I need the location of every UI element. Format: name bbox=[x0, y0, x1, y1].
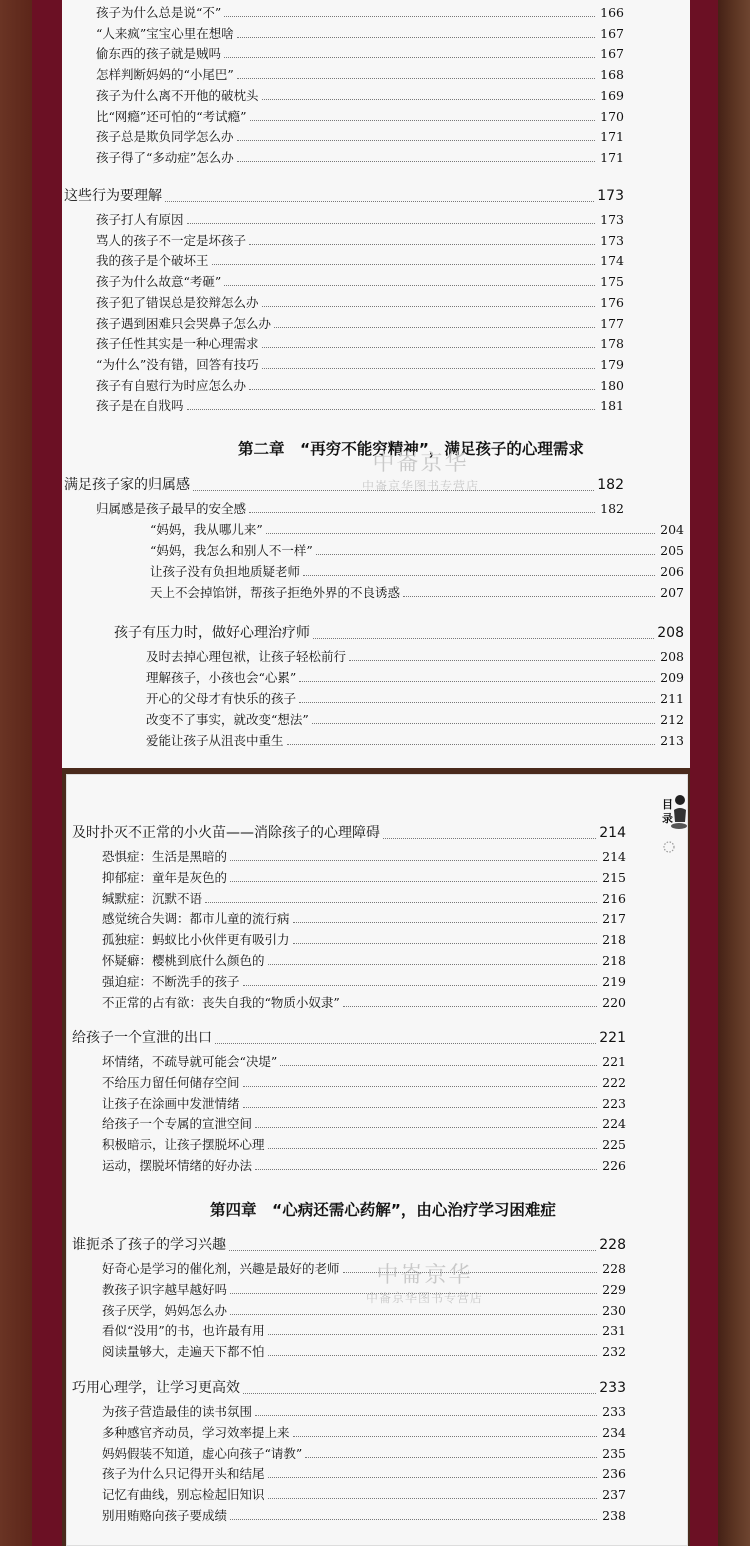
toc-entry bbox=[102, 848, 626, 866]
leader-dots bbox=[249, 244, 595, 245]
leader-dots bbox=[262, 99, 595, 100]
leader-dots bbox=[193, 490, 594, 491]
entry-title: 孩子打人有原因 bbox=[96, 212, 184, 227]
entry-title: 坏情绪，不疏导就可能会“决堤” bbox=[102, 1054, 278, 1069]
entry-page-number: 181 bbox=[600, 398, 624, 413]
leader-dots bbox=[268, 964, 597, 965]
entry-title: 缄默症：沉默不语 bbox=[102, 891, 203, 906]
toc-section-heading bbox=[64, 474, 624, 496]
entry-page-number: 177 bbox=[600, 316, 624, 331]
entry-page-number: 166 bbox=[600, 5, 624, 20]
entry-page-number: 221 bbox=[602, 1054, 626, 1069]
entry-page-number: 179 bbox=[600, 357, 624, 372]
toc-section-heading bbox=[114, 622, 684, 644]
toc-entry bbox=[102, 931, 626, 949]
entry-page-number: 238 bbox=[602, 1508, 626, 1523]
leader-dots bbox=[243, 1107, 597, 1108]
chapter-4-heading: 第四章 “心病还需心药解”，由心治疗学习困难症 bbox=[210, 1201, 556, 1219]
entry-page-number: 168 bbox=[600, 67, 624, 82]
leader-dots bbox=[293, 943, 597, 944]
toc-entry bbox=[102, 1302, 626, 1320]
entry-title: 及时去掉心理包袱，让孩子轻松前行 bbox=[146, 649, 347, 664]
toc-section-heading bbox=[72, 822, 626, 844]
toc-entry bbox=[96, 315, 624, 333]
entry-page-number: 233 bbox=[602, 1404, 626, 1419]
entry-page-number: 221 bbox=[599, 1030, 626, 1046]
toc-entry bbox=[150, 521, 684, 539]
entry-title: 孩子厌学，妈妈怎么办 bbox=[102, 1303, 228, 1318]
leader-dots bbox=[187, 409, 595, 410]
toc-entry bbox=[96, 232, 624, 250]
leader-dots bbox=[250, 120, 595, 121]
entry-title: “妈妈，我从哪儿来” bbox=[150, 522, 263, 537]
entry-title: 孩子是在自戕吗 bbox=[96, 398, 184, 413]
entry-title: 偷东西的孩子就是贼吗 bbox=[96, 46, 222, 61]
entry-page-number: 176 bbox=[600, 295, 624, 310]
leader-dots bbox=[224, 57, 595, 58]
leader-dots bbox=[215, 1043, 596, 1044]
leader-dots bbox=[255, 1169, 597, 1170]
entry-title: 爱能让孩子从沮丧中重生 bbox=[146, 733, 284, 748]
toc-entry bbox=[146, 669, 684, 687]
leader-dots bbox=[187, 223, 595, 224]
toc-entry bbox=[102, 1260, 626, 1278]
entry-page-number: 169 bbox=[600, 88, 624, 103]
leader-dots bbox=[237, 78, 595, 79]
entry-page-number: 232 bbox=[602, 1344, 626, 1359]
entry-page-number: 167 bbox=[600, 26, 624, 41]
entry-title: 看似“没用”的书，也许最有用 bbox=[102, 1323, 265, 1338]
leader-dots bbox=[212, 264, 595, 265]
leader-dots bbox=[230, 1293, 597, 1294]
leader-dots bbox=[243, 1393, 596, 1394]
entry-title: 天上不会掉馅饼，帮孩子拒绝外界的不良诱惑 bbox=[150, 585, 401, 600]
entry-title: 孩子总是欺负同学怎么办 bbox=[96, 129, 234, 144]
leader-dots bbox=[230, 1314, 597, 1315]
entry-page-number: 178 bbox=[600, 336, 624, 351]
entry-page-number: 180 bbox=[600, 378, 624, 393]
entry-title: 孤独症：蚂蚁比小伙伴更有吸引力 bbox=[102, 932, 290, 947]
toc-entry bbox=[96, 397, 624, 415]
entry-page-number: 234 bbox=[602, 1425, 626, 1440]
entry-title: 好奇心是学习的催化剂，兴趣是最好的老师 bbox=[102, 1261, 340, 1276]
leader-dots bbox=[255, 1127, 597, 1128]
entry-page-number: 237 bbox=[602, 1487, 626, 1502]
leader-dots bbox=[305, 1457, 597, 1458]
toc-entry bbox=[150, 542, 684, 560]
entry-title: 感觉统合失调：都市儿童的流行病 bbox=[102, 911, 290, 926]
toc-entry bbox=[102, 1095, 626, 1113]
toc-entry bbox=[102, 1424, 626, 1442]
leader-dots bbox=[230, 881, 597, 882]
toc-section-heading bbox=[72, 1234, 626, 1256]
entry-page-number: 209 bbox=[660, 670, 684, 685]
toc-entry bbox=[96, 356, 624, 374]
entry-title: “为什么”没有错，回答有技巧 bbox=[96, 357, 259, 372]
right-red-band bbox=[690, 0, 718, 1546]
leader-dots bbox=[268, 1148, 597, 1149]
toc-entry bbox=[102, 1053, 626, 1071]
entry-title: 归属感是孩子最早的安全感 bbox=[96, 501, 247, 516]
chapter-2-heading: 第二章 “再穷不能穷精神”，满足孩子的心理需求 bbox=[238, 440, 584, 458]
entry-page-number: 170 bbox=[600, 109, 624, 124]
entry-title: “人来疯”宝宝心里在想啥 bbox=[96, 26, 234, 41]
toc-mark-mu: 目 bbox=[662, 798, 673, 811]
leader-dots bbox=[343, 1006, 597, 1007]
leader-dots bbox=[262, 347, 595, 348]
toc-entry bbox=[102, 1136, 626, 1154]
entry-page-number: 233 bbox=[599, 1380, 626, 1396]
leader-dots bbox=[280, 1065, 597, 1066]
entry-title: 妈妈假装不知道，虚心向孩子“请教” bbox=[102, 1446, 303, 1461]
entry-title: 谁扼杀了孩子的学习兴趣 bbox=[72, 1237, 226, 1253]
entry-page-number: 205 bbox=[660, 543, 684, 558]
toc-entry bbox=[96, 66, 624, 84]
entry-title: 孩子为什么只记得开头和结尾 bbox=[102, 1466, 265, 1481]
leader-dots bbox=[243, 1086, 597, 1087]
entry-page-number: 235 bbox=[602, 1446, 626, 1461]
entry-page-number: 216 bbox=[602, 891, 626, 906]
left-red-band bbox=[32, 0, 62, 1546]
leader-dots bbox=[230, 1519, 597, 1520]
toc-section-heading bbox=[72, 1027, 626, 1049]
leader-dots bbox=[230, 860, 597, 861]
entry-title: 孩子有自慰行为时应怎么办 bbox=[96, 378, 247, 393]
watermark-store-2: 中崙京华图书专营店 bbox=[366, 1291, 484, 1305]
toc-entry bbox=[102, 1343, 626, 1361]
leader-dots bbox=[262, 368, 595, 369]
entry-page-number: 222 bbox=[602, 1075, 626, 1090]
leader-dots bbox=[268, 1498, 597, 1499]
entry-page-number: 171 bbox=[600, 129, 624, 144]
leader-dots bbox=[293, 1436, 597, 1437]
watermark-store: 中崙京华图书专营店 bbox=[362, 479, 480, 493]
toc-entry bbox=[102, 1281, 626, 1299]
entry-page-number: 175 bbox=[600, 274, 624, 289]
toc-section-heading bbox=[72, 1377, 626, 1399]
entry-title: 多种感官齐动员，学习效率提上来 bbox=[102, 1425, 290, 1440]
toc-entry bbox=[146, 732, 684, 750]
entry-title: 满足孩子家的归属感 bbox=[64, 477, 190, 493]
leader-dots bbox=[403, 596, 655, 597]
entry-page-number: 223 bbox=[602, 1096, 626, 1111]
entry-page-number: 230 bbox=[602, 1303, 626, 1318]
entry-page-number: 236 bbox=[602, 1466, 626, 1481]
entry-page-number: 229 bbox=[602, 1282, 626, 1297]
leader-dots bbox=[224, 16, 595, 17]
toc-entry bbox=[96, 4, 624, 22]
entry-page-number: 173 bbox=[600, 233, 624, 248]
entry-title: 改变不了事实，就改变“想法” bbox=[146, 712, 309, 727]
toc-entry bbox=[96, 149, 624, 167]
toc-entry bbox=[102, 973, 626, 991]
entry-page-number: 228 bbox=[602, 1261, 626, 1276]
toc-entry bbox=[102, 1074, 626, 1092]
toc-section-heading bbox=[64, 185, 624, 207]
entry-title: 孩子犯了错误总是狡辩怎么办 bbox=[96, 295, 259, 310]
entry-page-number: 174 bbox=[600, 253, 624, 268]
leader-dots bbox=[229, 1250, 596, 1251]
leader-dots bbox=[249, 389, 595, 390]
entry-page-number: 218 bbox=[602, 932, 626, 947]
entry-title: 孩子为什么总是说“不” bbox=[96, 5, 222, 20]
entry-page-number: 208 bbox=[657, 625, 684, 641]
toc-entry bbox=[102, 1486, 626, 1504]
entry-page-number: 226 bbox=[602, 1158, 626, 1173]
toc-entry bbox=[96, 211, 624, 229]
entry-title: 教孩子识字越早越好吗 bbox=[102, 1282, 228, 1297]
toc-entry bbox=[150, 563, 684, 581]
toc-entry bbox=[96, 335, 624, 353]
leader-dots bbox=[303, 575, 655, 576]
entry-title: “妈妈，我怎么和别人不一样” bbox=[150, 543, 313, 558]
entry-page-number: 228 bbox=[599, 1237, 626, 1253]
toc-entry bbox=[102, 1465, 626, 1483]
toc-entry bbox=[96, 273, 624, 291]
leader-dots bbox=[243, 985, 597, 986]
entry-page-number: 207 bbox=[660, 585, 684, 600]
entry-page-number: 214 bbox=[602, 849, 626, 864]
entry-page-number: 208 bbox=[660, 649, 684, 664]
entry-title: 怀疑癖：樱桃到底什么颜色的 bbox=[102, 953, 265, 968]
toc-entry bbox=[96, 45, 624, 63]
entry-title: 我的孩子是个破坏王 bbox=[96, 253, 209, 268]
entry-title: 开心的父母才有快乐的孩子 bbox=[146, 691, 297, 706]
toc-entry bbox=[96, 87, 624, 105]
leader-dots bbox=[268, 1477, 597, 1478]
entry-title: 为孩子营造最佳的读书氛围 bbox=[102, 1404, 253, 1419]
entry-title: 孩子有压力时，做好心理治疗师 bbox=[114, 625, 310, 641]
entry-page-number: 213 bbox=[660, 733, 684, 748]
entry-title: 骂人的孩子不一定是坏孩子 bbox=[96, 233, 247, 248]
entry-page-number: 220 bbox=[602, 995, 626, 1010]
toc-entry bbox=[96, 25, 624, 43]
leader-dots bbox=[313, 638, 654, 639]
toc-entry bbox=[96, 500, 624, 518]
leader-dots bbox=[249, 512, 595, 513]
entry-title: 孩子为什么故意“考砸” bbox=[96, 274, 222, 289]
leader-dots bbox=[287, 744, 655, 745]
leader-dots bbox=[299, 702, 655, 703]
watermark-brand: 中崙京华 bbox=[372, 451, 469, 476]
toc-entry bbox=[96, 128, 624, 146]
entry-title: 让孩子没有负担地质疑老师 bbox=[150, 564, 301, 579]
toc-entry bbox=[102, 1157, 626, 1175]
leader-dots bbox=[237, 37, 595, 38]
entry-title: 怎样判断妈妈的“小尾巴” bbox=[96, 67, 234, 82]
entry-title: 这些行为要理解 bbox=[64, 188, 162, 204]
entry-title: 让孩子在涂画中发泄情绪 bbox=[102, 1096, 240, 1111]
entry-title: 运动，摆脱坏情绪的好办法 bbox=[102, 1158, 253, 1173]
leader-dots bbox=[165, 201, 594, 202]
leader-dots bbox=[293, 922, 597, 923]
leader-dots bbox=[274, 327, 595, 328]
toc-entry bbox=[102, 869, 626, 887]
child-figure-icon bbox=[670, 792, 688, 832]
entry-title: 孩子遇到困难只会哭鼻子怎么办 bbox=[96, 316, 272, 331]
leader-dots bbox=[343, 1272, 597, 1273]
toc-entry bbox=[102, 1115, 626, 1133]
leader-dots bbox=[255, 1415, 597, 1416]
entry-page-number: 173 bbox=[597, 188, 624, 204]
leader-dots bbox=[237, 161, 595, 162]
toc-entry bbox=[102, 1507, 626, 1525]
leader-dots bbox=[316, 554, 655, 555]
leader-dots bbox=[205, 902, 597, 903]
entry-page-number: 173 bbox=[600, 212, 624, 227]
entry-title: 强迫症：不断洗手的孩子 bbox=[102, 974, 240, 989]
entry-page-number: 218 bbox=[602, 953, 626, 968]
toc-entry bbox=[102, 890, 626, 908]
entry-title: 孩子得了“多动症”怎么办 bbox=[96, 150, 234, 165]
leader-dots bbox=[299, 681, 655, 682]
entry-title: 孩子为什么离不开他的破枕头 bbox=[96, 88, 259, 103]
watermark-brand-2: 中崙京华 bbox=[376, 1263, 473, 1288]
entry-title: 别用贿赂向孩子要成绩 bbox=[102, 1508, 228, 1523]
entry-page-number: 224 bbox=[602, 1116, 626, 1131]
toc-entry bbox=[102, 1322, 626, 1340]
entry-title: 理解孩子，小孩也会“心累” bbox=[146, 670, 297, 685]
entry-title: 抑郁症：童年是灰色的 bbox=[102, 870, 228, 885]
entry-page-number: 211 bbox=[660, 691, 684, 706]
entry-title: 比“网瘾”还可怕的“考试瘾” bbox=[96, 109, 247, 124]
toc-page-2 bbox=[66, 774, 688, 1546]
toc-mark-lu: 录 bbox=[662, 812, 673, 825]
entry-page-number: 212 bbox=[660, 712, 684, 727]
leader-dots bbox=[268, 1355, 597, 1356]
entry-title: 积极暗示，让孩子摆脱坏心理 bbox=[102, 1137, 265, 1152]
toc-entry bbox=[102, 994, 626, 1012]
entry-page-number: 182 bbox=[600, 501, 624, 516]
entry-page-number: 231 bbox=[602, 1323, 626, 1338]
leader-dots bbox=[349, 660, 655, 661]
toc-entry bbox=[150, 584, 684, 602]
entry-title: 阅读量够大，走遍天下都不怕 bbox=[102, 1344, 265, 1359]
entry-title: 及时扑灭不正常的小火苗——消除孩子的心理障碍 bbox=[72, 825, 380, 841]
toc-entry bbox=[146, 648, 684, 666]
entry-title: 不给压力留任何储存空间 bbox=[102, 1075, 240, 1090]
leader-dots bbox=[312, 723, 655, 724]
entry-page-number: 225 bbox=[602, 1137, 626, 1152]
entry-page-number: 167 bbox=[600, 46, 624, 61]
toc-page-1 bbox=[62, 0, 690, 768]
toc-entry bbox=[96, 294, 624, 312]
entry-page-number: 206 bbox=[660, 564, 684, 579]
entry-title: 孩子任性其实是一种心理需求 bbox=[96, 336, 259, 351]
entry-title: 记忆有曲线，别忘检起旧知识 bbox=[102, 1487, 265, 1502]
toc-entry bbox=[146, 690, 684, 708]
toc-entry bbox=[96, 108, 624, 126]
entry-title: 巧用心理学，让学习更高效 bbox=[72, 1380, 240, 1396]
leader-dots bbox=[383, 838, 596, 839]
entry-page-number: 219 bbox=[602, 974, 626, 989]
leader-dots bbox=[237, 140, 595, 141]
leader-dots bbox=[268, 1334, 597, 1335]
toc-entry bbox=[146, 711, 684, 729]
toc-entry bbox=[102, 952, 626, 970]
toc-entry bbox=[96, 252, 624, 270]
entry-page-number: 204 bbox=[660, 522, 684, 537]
dotted-circle-icon bbox=[662, 840, 676, 854]
entry-page-number: 171 bbox=[600, 150, 624, 165]
entry-title: 给孩子一个专属的宣泄空间 bbox=[102, 1116, 253, 1131]
entry-page-number: 214 bbox=[599, 825, 626, 841]
leader-dots bbox=[262, 306, 595, 307]
entry-page-number: 182 bbox=[597, 477, 624, 493]
entry-title: 不正常的占有欲：丧失自我的“物质小奴隶” bbox=[102, 995, 340, 1010]
leader-dots bbox=[266, 533, 655, 534]
toc-entry bbox=[102, 1403, 626, 1421]
entry-page-number: 217 bbox=[602, 911, 626, 926]
entry-title: 恐惧症：生活是黑暗的 bbox=[102, 849, 228, 864]
toc-entry bbox=[102, 910, 626, 928]
toc-entry bbox=[96, 377, 624, 395]
entry-title: 给孩子一个宣泄的出口 bbox=[72, 1030, 212, 1046]
entry-page-number: 215 bbox=[602, 870, 626, 885]
leader-dots bbox=[224, 285, 595, 286]
toc-entry bbox=[102, 1445, 626, 1463]
